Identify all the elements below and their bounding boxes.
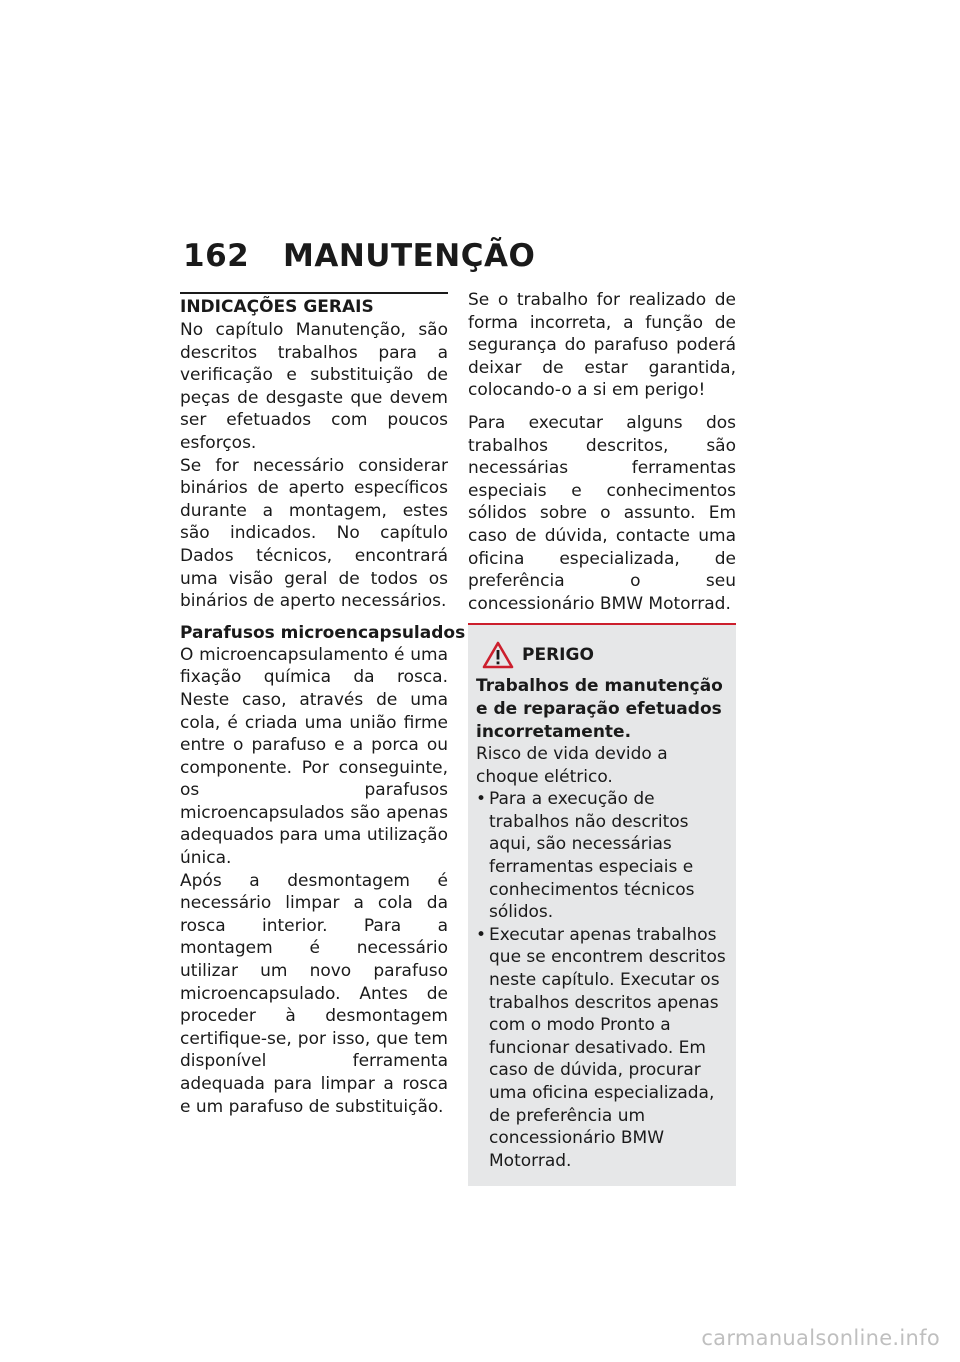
body-paragraph: Se o trabalho for realizado de forma incorreta, a função de segurança do parafuso poderá deixar de estar garantida, colocando-o a si em perigo!	[468, 290, 736, 401]
list-item: • Para a execução de trabalhos não descritos aqui, são necessárias ferramentas especiais e conhecimentos técnicos sólidos.	[476, 788, 726, 924]
body-paragraph: Após a desmontagem é necessário limpar a cola da rosca interior. Para a montagem é necessário utilizar um novo parafuso microencapsulado. Antes de proceder à desmontagem certifique-se, por isso, que tem disponível ferramenta adequada para limpar a rosca e um parafuso de substituição.	[180, 870, 448, 1117]
right-column	[468, 289, 736, 1186]
section-divider	[180, 292, 448, 294]
body-paragraph: O microencapsulamento é uma fixação química da rosca. Neste caso, através de uma cola, é criada uma união firme entre o parafuso e a porca ou componente. Por conseguinte, os parafusos microencapsulados são apenas adequados para uma utilização única.	[180, 644, 448, 869]
chapter-title: MANUTENÇÃO	[283, 238, 536, 274]
danger-title	[482, 641, 726, 669]
body-paragraph: Para executar alguns dos trabalhos descritos, são necessárias ferramentas especiais e conhecimentos sólidos sobre o assunto. Em caso de dúvida, contacte uma oficina especializada, de preferência o seu concessionário BMW Motorrad.	[468, 412, 736, 614]
left-column	[180, 292, 466, 1118]
watermark: carmanualsonline.info	[701, 1326, 940, 1350]
subheading: Parafusos microencapsulados	[180, 622, 466, 643]
intro-paragraph: No capítulo Manutenção, são descritos trabalhos para a verificação e substituição de peças de desgaste que devem ser efetuados com poucos esforços.	[180, 320, 448, 453]
warning-triangle-icon	[482, 641, 514, 669]
section-heading: INDICAÇÕES GERAIS	[180, 297, 374, 317]
page-number: 162	[183, 238, 250, 274]
danger-text: Risco de vida devido a choque elétrico.	[476, 744, 668, 787]
danger-heading: Trabalhos de manutenção e de reparação efetuados incorretamente.	[476, 676, 723, 742]
danger-list	[476, 788, 726, 1172]
page-header	[183, 238, 535, 274]
danger-notice	[468, 625, 736, 1186]
danger-label: PERIGO	[522, 645, 594, 666]
intro-paragraph: Se for necessário considerar binários de aperto específicos durante a montagem, estes são indicados. No capítulo Dados técnicos, encontrará uma visão geral de todos os binários de aperto necessários.	[180, 455, 448, 612]
list-item: • Executar apenas trabalhos que se encontrem descritos neste capítulo. Executar os trabalhos descritos apenas com o modo Pronto a funcionar desativado. Em caso de dúvida, procurar uma oficina especializada, de preferência um concessionário BMW Motorrad.	[476, 924, 726, 1173]
